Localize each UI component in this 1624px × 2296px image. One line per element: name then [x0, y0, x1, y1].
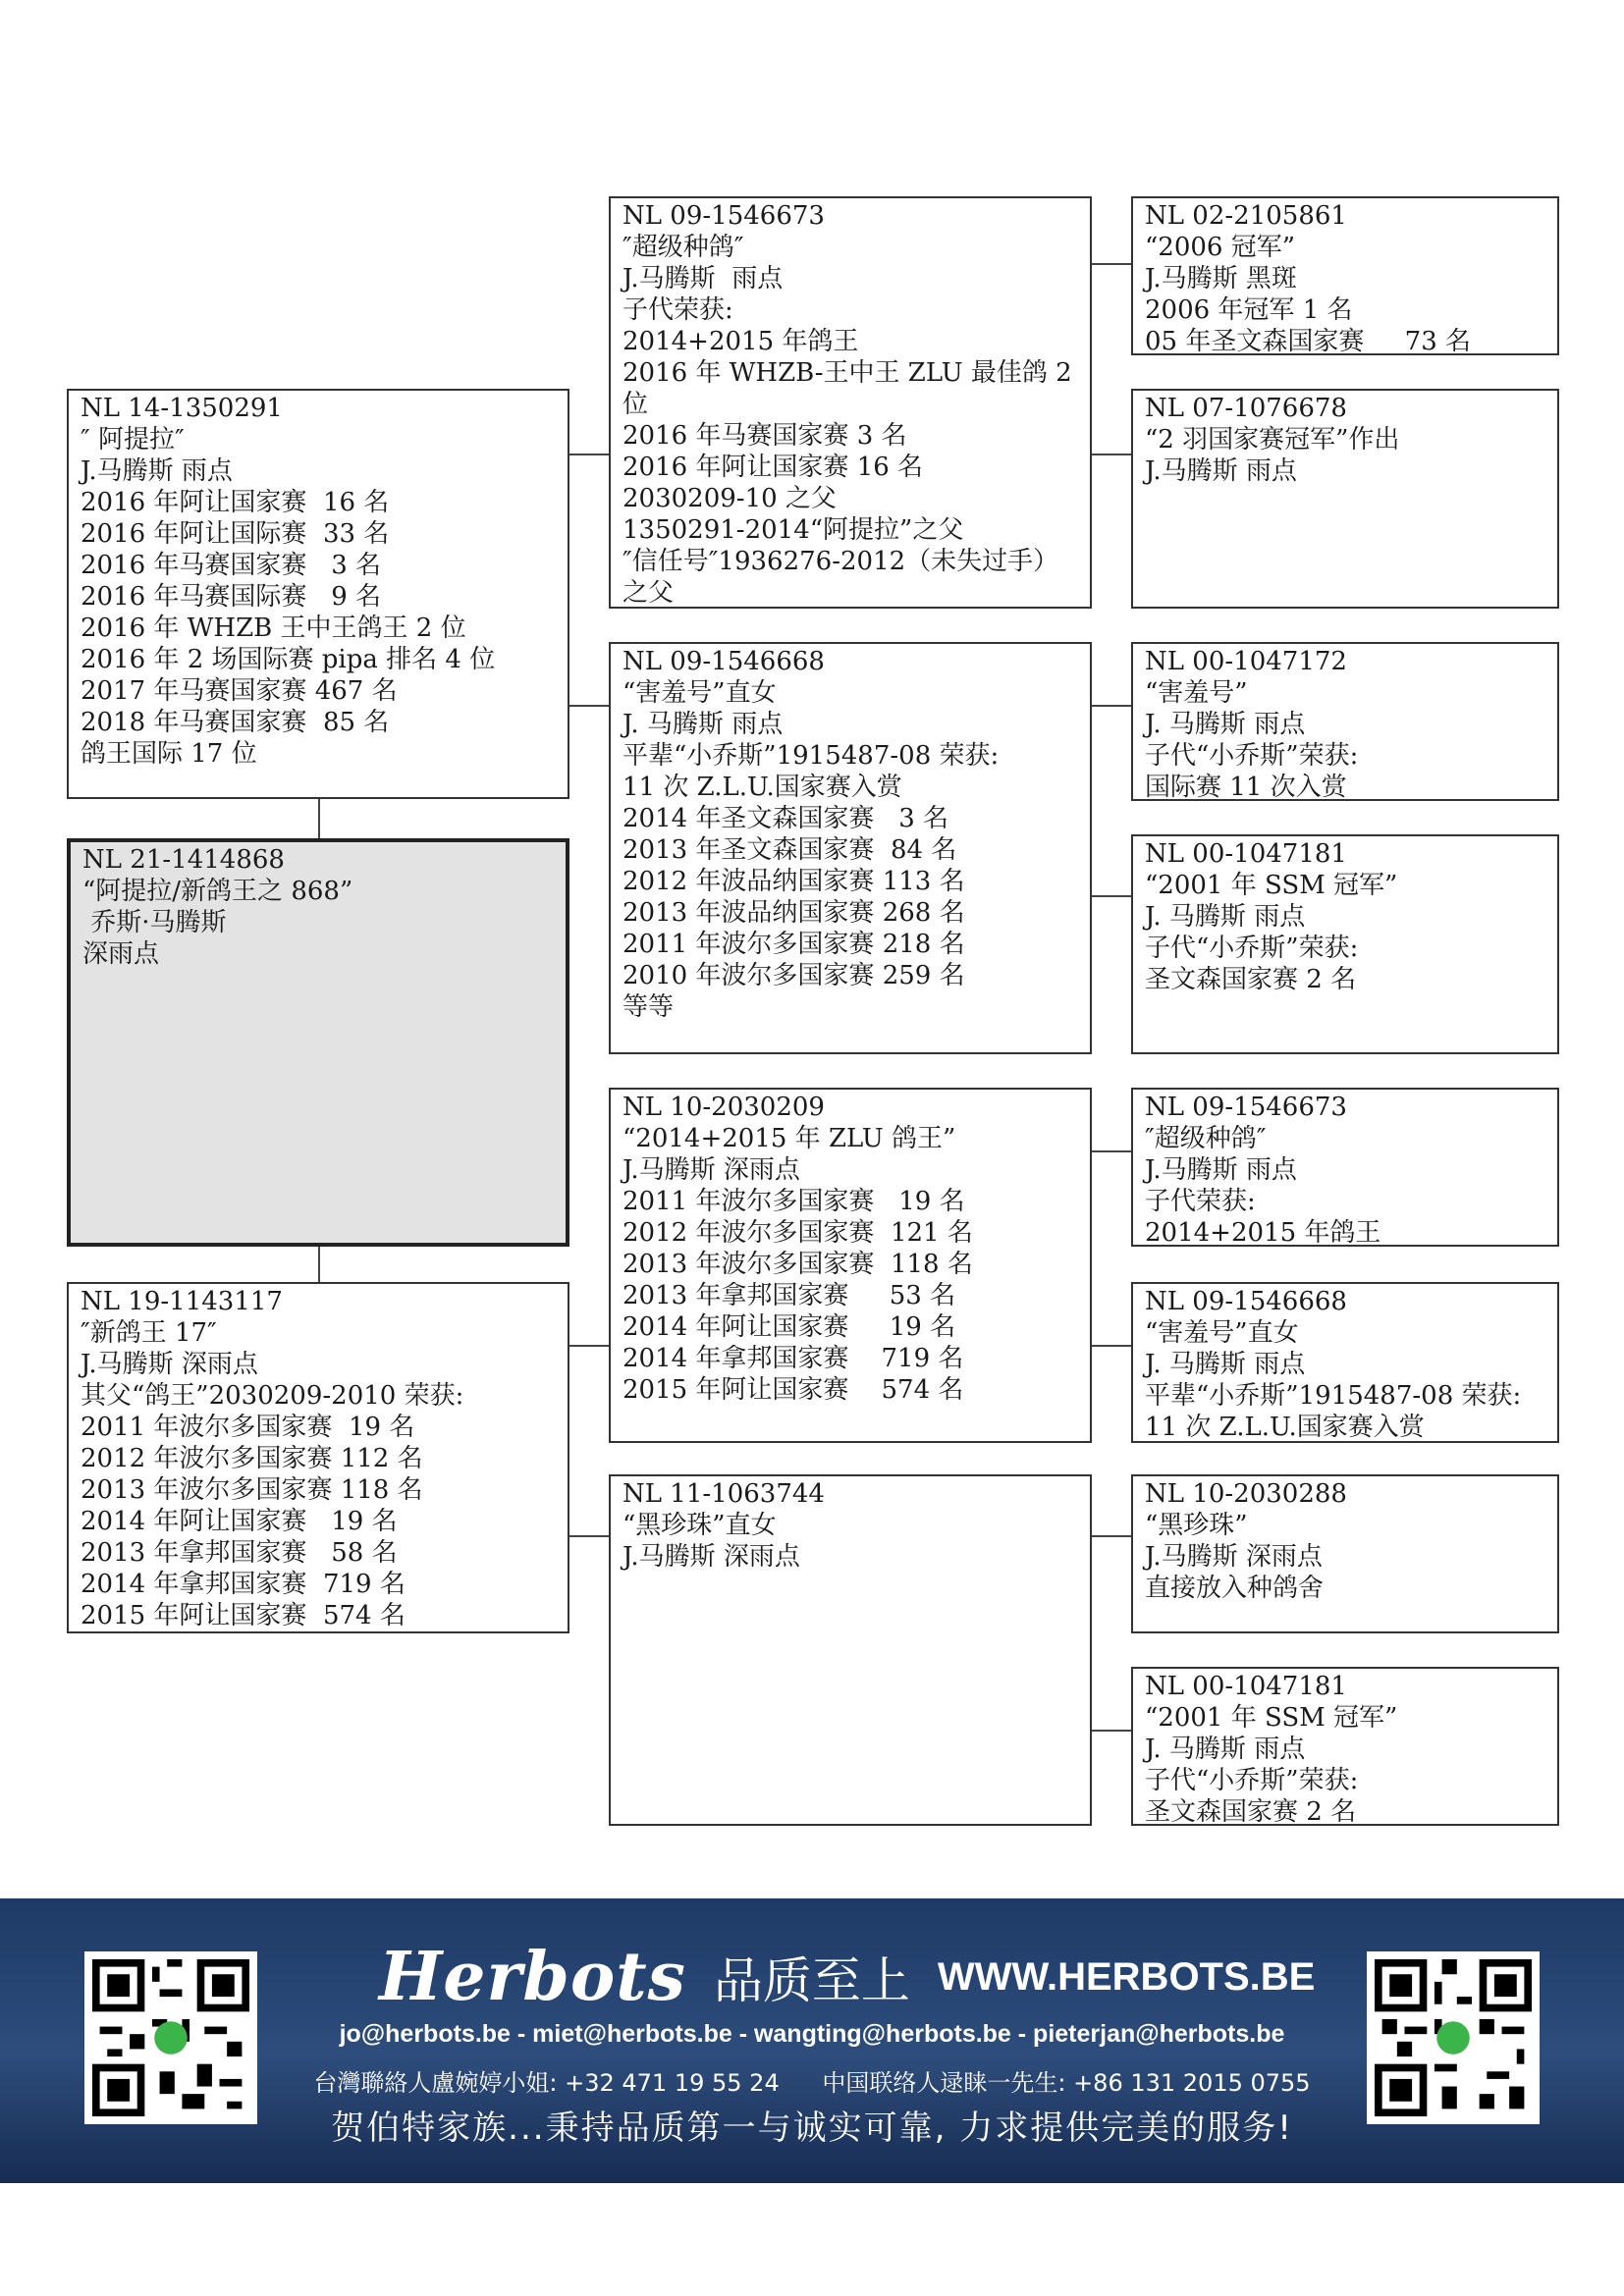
- card-line: J.马腾斯 深雨点: [1145, 1542, 1323, 1572]
- card-line: ″超级种鸽″: [1145, 1124, 1267, 1153]
- connector: [1090, 263, 1131, 265]
- ring-number: NL 09-1546668: [1145, 1287, 1347, 1316]
- card-line: 2013 年拿邦国家赛 58 名: [81, 1538, 398, 1568]
- sire-dam-dam-card: [1131, 834, 1559, 1054]
- card-line: 2014 年圣文森国家赛 3 名: [623, 804, 949, 833]
- card-line: 2018 年马赛国家赛 85 名: [81, 708, 390, 737]
- card-line: “害羞号”: [1145, 678, 1248, 708]
- ring-number: NL 00-1047181: [1145, 1672, 1347, 1701]
- dam-sire-card: [609, 1088, 1092, 1443]
- connector: [1090, 895, 1131, 897]
- card-line: 2016 年 WHZB-王中王 ZLU 最佳鸽 2: [623, 358, 1072, 388]
- brand-logo: Herbots: [379, 1938, 686, 2016]
- card-line: J.马腾斯 深雨点: [623, 1155, 800, 1185]
- card-line: J. 马腾斯 雨点: [1145, 1350, 1306, 1379]
- card-line: “2001 年 SSM 冠军”: [1145, 1703, 1398, 1733]
- card-line: 2016 年阿让国家赛 16 名: [81, 488, 390, 517]
- sire-dam-card: [609, 642, 1092, 1054]
- card-line: 2030209-10 之父: [623, 484, 837, 513]
- connector: [318, 799, 320, 838]
- motto: 贺伯特家族...秉持品质第一与诚实可靠, 力求提供完美的服务!: [331, 2109, 1293, 2148]
- card-line: 2017 年马赛国家赛 467 名: [81, 676, 398, 706]
- card-line: 2010 年波尔多国家赛 259 名: [623, 961, 965, 990]
- ring-number: NL 09-1546673: [1145, 1093, 1347, 1122]
- card-line: 深雨点: [82, 939, 160, 969]
- card-line: “阿提拉/新鸽王之 868”: [82, 877, 353, 906]
- card-line: 子代荣获:: [1145, 1187, 1256, 1216]
- card-line: 11 次 Z.L.U.国家赛入赏: [623, 773, 902, 802]
- ring-number: NL 10-2030209: [623, 1093, 825, 1122]
- connector: [1090, 1150, 1131, 1152]
- brand-slogan: 品质至上: [713, 1952, 910, 2009]
- card-line: ″信任号″1936276-2012（未失过手）: [623, 547, 1059, 576]
- card-line: 2014+2015 年鸽王: [1145, 1218, 1381, 1247]
- dam-sire-dam-card: [1131, 1282, 1559, 1443]
- connector: [569, 705, 609, 707]
- card-line: 子代“小乔斯”荣获:: [1145, 741, 1359, 771]
- connector: [569, 454, 609, 455]
- connector: [1090, 454, 1131, 455]
- dam-card: [67, 1282, 569, 1633]
- card-line: “2006 冠军”: [1145, 233, 1296, 262]
- card-line: 2011 年波尔多国家赛 19 名: [81, 1413, 415, 1442]
- card-line: “2001 年 SSM 冠军”: [1145, 871, 1398, 900]
- connector: [569, 1535, 609, 1537]
- card-line: 直接放入种鸽舍: [1145, 1574, 1325, 1603]
- card-line: 2015 年阿让国家赛 574 名: [81, 1601, 406, 1630]
- card-line: 2013 年圣文森国家赛 84 名: [623, 835, 957, 865]
- connector: [1090, 705, 1131, 707]
- card-line: 2013 年拿邦国家赛 53 名: [623, 1281, 956, 1310]
- card-line: J. 马腾斯 雨点: [1145, 710, 1306, 739]
- card-line: 11 次 Z.L.U.国家赛入赏: [1145, 1413, 1425, 1442]
- card-line: “害羞号”直女: [623, 678, 777, 708]
- card-line: 2016 年马赛国家赛 3 名: [81, 551, 382, 580]
- card-line: 之父: [623, 578, 675, 608]
- card-line: “害羞号”直女: [1145, 1318, 1299, 1348]
- brand-row: [379, 1938, 1315, 2016]
- card-line: “2 羽国家赛冠军”作出: [1145, 425, 1400, 454]
- sire-dam-sire-card: [1131, 642, 1559, 801]
- ring-number: NL 00-1047181: [1145, 839, 1347, 869]
- card-line: 2012 年波尔多国家赛 112 名: [81, 1444, 423, 1473]
- card-line: 平辈“小乔斯”1915487-08 荣获:: [623, 741, 1000, 771]
- contact-taiwan: 台灣聯絡人盧婉婷小姐: +32 471 19 55 24: [313, 2069, 780, 2097]
- ring-number: NL 21-1414868: [82, 845, 285, 875]
- card-line: 2016 年阿让国家赛 16 名: [623, 453, 924, 482]
- card-line: ″超级种鸽″: [623, 233, 744, 262]
- card-line: ″新鸽王 17″: [81, 1318, 217, 1348]
- email-contacts[interactable]: jo@herbots.be - miet@herbots.be - wangting@herbots.be - pieterjan@herbots.be: [339, 2020, 1285, 2048]
- card-line: 2016 年马赛国家赛 3 名: [623, 421, 907, 451]
- ring-number: NL 09-1546673: [623, 201, 825, 231]
- card-line: “黑珍珠”: [1145, 1511, 1248, 1540]
- connector: [1090, 1345, 1131, 1347]
- card-line: 2013 年波品纳国家赛 268 名: [623, 898, 965, 928]
- card-line: 2013 年波尔多国家赛 118 名: [81, 1475, 423, 1505]
- dam-dam-sire-card: [1131, 1474, 1559, 1633]
- card-line: J. 马腾斯 雨点: [1145, 902, 1306, 932]
- card-line: J.马腾斯 雨点: [1145, 1155, 1297, 1185]
- card-line: 子代“小乔斯”荣获:: [1145, 1766, 1359, 1795]
- card-line: 2016 年 WHZB 王中王鸽王 2 位: [81, 614, 466, 643]
- card-line: 2014 年阿让国家赛 19 名: [81, 1507, 398, 1536]
- card-line: 子代“小乔斯”荣获:: [1145, 934, 1359, 963]
- card-line: 2014 年拿邦国家赛 719 名: [81, 1570, 406, 1599]
- card-line: 05 年圣文森国家赛 73 名: [1145, 327, 1472, 355]
- card-line: J.马腾斯 深雨点: [623, 1542, 800, 1572]
- sire-card: [67, 389, 569, 799]
- sire-sire-sire-card: [1131, 196, 1559, 355]
- card-line: 2015 年阿让国家赛 574 名: [623, 1375, 964, 1405]
- card-line: 位: [623, 390, 649, 419]
- card-line: 2016 年马赛国际赛 9 名: [81, 582, 382, 612]
- ring-number: NL 02-2105861: [1145, 201, 1347, 231]
- card-line: 2014 年阿让国家赛 19 名: [623, 1312, 956, 1342]
- ring-number: NL 10-2030288: [1145, 1479, 1347, 1509]
- sire-sire-dam-card: [1131, 389, 1559, 609]
- card-line: 2014 年拿邦国家赛 719 名: [623, 1344, 964, 1373]
- card-line: 2006 年冠军 1 名: [1145, 295, 1353, 325]
- footer-banner: [0, 1898, 1624, 2183]
- card-line: J. 马腾斯 雨点: [623, 710, 784, 739]
- card-line: J.马腾斯 雨点: [81, 456, 233, 486]
- card-line: 鸽王国际 17 位: [81, 739, 257, 769]
- card-line: 2012 年波尔多国家赛 121 名: [623, 1218, 973, 1248]
- ring-number: NL 11-1063744: [623, 1479, 825, 1509]
- wechat-icon: [1436, 2021, 1470, 2055]
- card-line: 2011 年波尔多国家赛 218 名: [623, 930, 965, 959]
- card-line: 圣文森国家赛 2 名: [1145, 965, 1357, 994]
- card-line: J.马腾斯 深雨点: [81, 1350, 258, 1379]
- card-line: 2012 年波品纳国家赛 113 名: [623, 867, 965, 896]
- card-line: J.马腾斯 雨点: [1145, 456, 1297, 486]
- dam-dam-card: [609, 1474, 1092, 1826]
- card-line: 1350291-2014“阿提拉”之父: [623, 515, 964, 545]
- ring-number: NL 19-1143117: [81, 1287, 283, 1316]
- card-line: “黑珍珠”直女: [623, 1511, 777, 1540]
- website-link[interactable]: WWW.HERBOTS.BE: [937, 1954, 1316, 1999]
- ring-number: NL 00-1047172: [1145, 647, 1347, 676]
- sire-sire-card: [609, 196, 1092, 609]
- card-line: J.马腾斯 黑斑: [1145, 264, 1297, 294]
- subject-card: [67, 838, 569, 1247]
- card-line: 等等: [623, 992, 675, 1022]
- contact-china: 中国联络人逯睐一先生: +86 131 2015 0755: [822, 2069, 1311, 2097]
- card-line: 2013 年波尔多国家赛 118 名: [623, 1250, 973, 1279]
- ring-number: NL 07-1076678: [1145, 394, 1347, 423]
- ring-number: NL 09-1546668: [623, 647, 825, 676]
- card-line: J. 马腾斯 雨点: [1145, 1735, 1306, 1764]
- card-line: 乔斯·马腾斯: [82, 908, 227, 937]
- card-line: 2014+2015 年鸽王: [623, 327, 859, 356]
- card-line: 2016 年阿让国际赛 33 名: [81, 519, 390, 549]
- card-line: J.马腾斯 雨点: [623, 264, 784, 294]
- ring-number: NL 14-1350291: [81, 394, 283, 423]
- card-line: ″ 阿提拉″: [81, 425, 185, 454]
- dam-dam-dam-card: [1131, 1667, 1559, 1826]
- card-line: 2011 年波尔多国家赛 19 名: [623, 1187, 965, 1216]
- connector: [569, 1345, 609, 1347]
- connector: [318, 1247, 320, 1282]
- connector: [1090, 1535, 1131, 1537]
- wechat-qr-code[interactable]: [1367, 1951, 1540, 2124]
- card-line: “2014+2015 年 ZLU 鸽王”: [623, 1124, 956, 1153]
- card-line: 国际赛 11 次入赏: [1145, 773, 1347, 801]
- card-line: 其父“鸽王”2030209-2010 荣获:: [81, 1381, 464, 1411]
- card-line: 平辈“小乔斯”1915487-08 荣获:: [1145, 1381, 1522, 1411]
- qr-code-pattern: [1375, 1959, 1532, 2116]
- dam-sire-sire-card: [1131, 1088, 1559, 1247]
- card-line: 2016 年 2 场国际赛 pipa 排名 4 位: [81, 645, 496, 674]
- card-line: 子代荣获:: [623, 295, 733, 325]
- card-line: 圣文森国家赛 2 名: [1145, 1797, 1357, 1826]
- connector: [1090, 1730, 1131, 1732]
